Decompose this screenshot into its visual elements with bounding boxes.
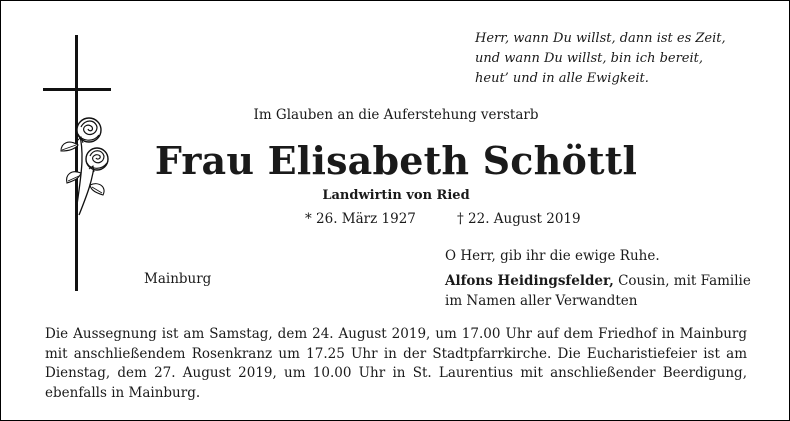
mourner-name: Alfons Heidingsfelder, bbox=[445, 273, 614, 289]
death-date: † 22. August 2019 bbox=[457, 211, 581, 227]
funeral-line: mit anschließendem Rosenkranz um 17.25 Uhr in der Stadtpfarrkirche. Die Eucharistiefeier ist am bbox=[45, 345, 747, 362]
funeral-line: ebenfalls in Mainburg. bbox=[45, 384, 201, 401]
deceased-name: Frau Elisabeth Schöttl bbox=[154, 138, 638, 183]
prayer-text: O Herr, gib ihr die ewige Ruhe. bbox=[445, 248, 660, 264]
quote-line: Herr, wann Du willst, dann ist es Zeit, bbox=[475, 31, 726, 46]
quote-line: und wann Du willst, bin ich bereit, bbox=[475, 51, 704, 66]
mourner-others: im Namen aller Verwandten bbox=[445, 293, 638, 309]
mourner-relation: Cousin, mit Familie bbox=[613, 273, 751, 289]
mourner-line bbox=[445, 271, 765, 291]
mourners-block bbox=[445, 271, 765, 311]
quote-line: heut’ und in alle Ewigkeit. bbox=[475, 71, 649, 86]
intro-text: Im Glauben an die Auferstehung verstarb bbox=[253, 107, 539, 123]
birth-date: * 26. März 1927 bbox=[305, 211, 416, 227]
funeral-line: Die Aussegnung ist am Samstag, dem 24. August 2019, um 17.00 Uhr auf dem Friedhof in Mainburg bbox=[45, 326, 747, 342]
funeral-details bbox=[45, 325, 747, 403]
place-name: Mainburg bbox=[144, 271, 212, 287]
bible-quote bbox=[475, 29, 765, 89]
deceased-occupation: Landwirtin von Ried bbox=[322, 188, 470, 203]
funeral-line: Dienstag, dem 27. August 2019, um 10.00 Uhr in St. Laurentius mit anschließender Beerdigung, bbox=[45, 365, 747, 381]
